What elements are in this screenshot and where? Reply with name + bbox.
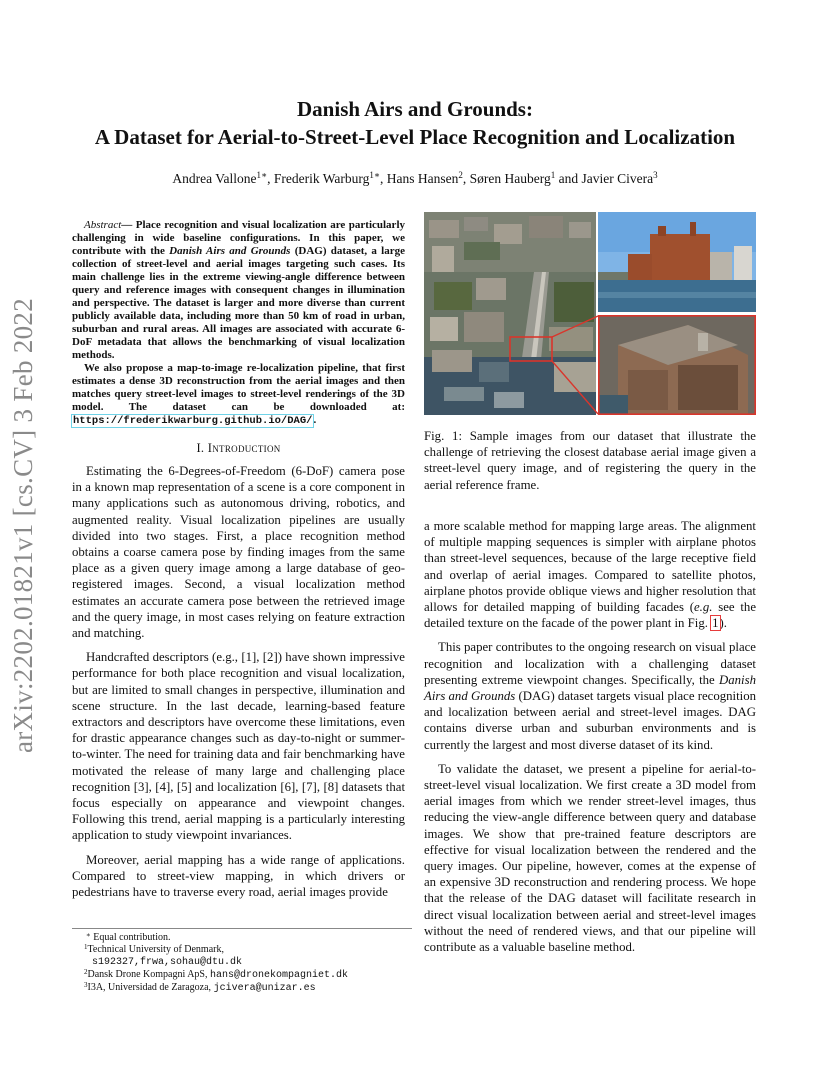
body-paragraph bbox=[424, 639, 756, 752]
dataset-name: Danish Airs and Grounds bbox=[424, 672, 756, 704]
dataset-download-link[interactable]: https://frederikwarburg.github.io/DAG/ bbox=[73, 415, 313, 427]
body-paragraph: Handcrafted descriptors (e.g., [1], [2]) have shown impressive performance for both place recognition and visual localization, but are limited to small changes in perspective, illumination and scene structure. In the last decade, learning-based feature extractors and descriptors have overcome these limitations, even for drastic appearance changes such as day-to-night or summer-to-winter. The need for training data and fair benchmarking have motivated the release of many large and challenging place recognition [3], [4], [5] and localization [6], [7], [8] datasets that focus especially on appearance and viewpoint changes. Following this trend, aerial mapping is a particularly interesting application to study viewpoint invariances. bbox=[72, 650, 405, 843]
body-text: ). bbox=[719, 616, 727, 631]
figure-1-caption: Fig. 1: Sample images from our dataset that illustrate the challenge of retrieving the closest database aerial image given a street-level query image, and of registering the query in the aerial reference frame. bbox=[424, 429, 756, 492]
author-affiliation-mark: 2 bbox=[458, 170, 463, 180]
footnote-text: Equal contribution. bbox=[93, 932, 171, 943]
figure-reference-link[interactable]: 1 bbox=[712, 616, 719, 631]
body-text: a more scalable method for mapping large areas. The alignment of multiple mapping sequences is simpler with airplane photos than street-level sequences, because of the large receptive field and overlap of aerial images. Compared to satellite photos, airplane photos provide oblique views and higher resolution that allows for detailed mapping of building facades ( bbox=[424, 519, 756, 615]
author-affiliation-mark: 3 bbox=[653, 170, 658, 180]
body-text-italic: e.g. bbox=[694, 600, 713, 615]
author-separator: , bbox=[267, 171, 274, 186]
abstract-label: Abstract bbox=[84, 219, 122, 231]
footnote-affiliation-1 bbox=[72, 944, 412, 956]
author-affiliation-mark: 1∗ bbox=[369, 170, 381, 180]
footnote-mark: 3 bbox=[84, 981, 88, 989]
author-separator: , bbox=[380, 171, 387, 186]
abstract-paragraph bbox=[72, 219, 405, 362]
abstract-text: (DAG) dataset, a large collection of street-level and aerial images targeting such cases. Its main challenge lies in the extreme viewing-angle difference between query and reference images with consequent changes in illumination and perspective. The dataset is larger and more diverse than current publicly available data, including more than 50 km of road in urban, suburban and rural areas. All images are associated with accurate 6-DoF metadata that allows the benchmarking of visual localization methods. bbox=[72, 245, 406, 361]
footnote-email[interactable]: s192327,frwa,sohau@dtu.dk bbox=[92, 957, 243, 968]
footnote-mark: 1 bbox=[84, 943, 88, 951]
body-text: This paper contributes to the ongoing research on visual place recognition and localization with a challenging dataset presenting extreme viewpoint changes. Specifically, the bbox=[424, 640, 756, 687]
body-text: (DAG) dataset targets visual place recognition and localization between aerial and street-level images. DAG contains diverse urban and suburban environments and is currently the largest and most diverse dataset of its kind. bbox=[424, 689, 756, 752]
author-separator: , bbox=[462, 171, 470, 186]
author-list bbox=[60, 171, 770, 187]
left-column bbox=[72, 219, 405, 900]
author-name: Hans Hansen bbox=[386, 171, 459, 186]
footnote-email[interactable]: jcivera@unizar.es bbox=[213, 983, 316, 994]
connector-line-bottom bbox=[552, 361, 598, 414]
body-paragraph bbox=[424, 518, 756, 631]
footnote-text: Technical University of Denmark, bbox=[87, 944, 224, 955]
footnote-mark: ∗ bbox=[86, 931, 91, 939]
arxiv-side-stamp bbox=[2, 290, 46, 760]
right-column bbox=[424, 518, 756, 955]
author-affiliation-mark: 1 bbox=[550, 170, 556, 180]
title-line-1: Danish Airs and Grounds: bbox=[297, 97, 533, 121]
abstract-text: . bbox=[313, 414, 317, 426]
footnote-text: Dansk Drone Kompagni ApS, bbox=[87, 969, 210, 980]
footnote-affiliation-3 bbox=[72, 982, 412, 995]
abstract-text: We also propose a map-to-image re-localization pipeline, that first estimates a dense 3D reconstruction from the aerial images and then matches query street-level images to street-level renderings of the 3D model. The dataset can be downloaded at: bbox=[72, 362, 405, 413]
footnotes bbox=[72, 928, 412, 995]
title-line-2: A Dataset for Aerial-to-Street-Level Place Recognition and Localization bbox=[94, 125, 736, 149]
section-heading-introduction bbox=[72, 441, 405, 456]
body-paragraph: Moreover, aerial mapping has a wide range of applications. Compared to street-view mapping, in which drivers or pedestrians have to traverse every road, aerial images provide bbox=[72, 852, 405, 900]
author-separator: and bbox=[555, 171, 582, 186]
body-paragraph: To validate the dataset, we present a pipeline for aerial-to-street-level visual localization. We first create a 3D model from aerial images from which we render street-level images, thus reducing the view-angle difference between query and database images. We show that pre-trained feature descriptors are effective for visual localization between the rendered and the query images. Our pipeline, however, comes at the expense of an expensive 3D reconstruction and rendering process. We hope that the release of the DAG dataset will facilitate research in direct visual localization between aerial and street-level images without the need of rendered views, and that our pipeline will contribute as a valuable baseline method. bbox=[424, 761, 756, 955]
footnote-mark: 2 bbox=[84, 968, 88, 976]
abstract-text: — Place recognition and visual localization are particularly challenging in wide baseline configurations. In this paper, we contribute with the bbox=[72, 219, 405, 257]
body-paragraph: Estimating the 6-Degrees-of-Freedom (6-DoF) camera pose in a known map representation of a scene is a core component in many applications such as autonomous driving, robotics, and augmented reality. Visual localization pipelines are usually divided into two stages. First, a place recognition method obtains a coarse camera pose by finding images from the same place as a given query image among a large database of geo-registered images. Second, a visual localization method estimates an accurate camera pose between the retrieved image and the query image, in most cases relying on feature extraction and matching. bbox=[72, 464, 405, 641]
zoom-connector-lines bbox=[424, 212, 756, 415]
author-name: Søren Hauberg bbox=[469, 171, 551, 186]
body-text: see the detailed texture on the facade of the power plant in Fig. bbox=[424, 600, 757, 631]
footnote-email-1 bbox=[72, 956, 412, 969]
author-name: Andrea Vallone bbox=[172, 171, 257, 186]
paper-title bbox=[40, 95, 790, 151]
footnote-affiliation-2 bbox=[72, 969, 412, 982]
author-affiliation-mark: 1∗ bbox=[256, 170, 268, 180]
section-title: Introduction bbox=[207, 441, 281, 455]
dataset-name: Danish Airs and Grounds bbox=[169, 245, 291, 257]
figure-1 bbox=[424, 212, 756, 415]
abstract-paragraph bbox=[72, 362, 405, 428]
footnote-text: I3A, Universidad de Zaragoza, bbox=[87, 982, 214, 993]
arxiv-identifier: arXiv:2202.01821v1 [cs.CV] 3 Feb 2022 bbox=[8, 297, 39, 753]
section-numeral: I. bbox=[196, 441, 205, 455]
author-name: Javier Civera bbox=[581, 171, 654, 186]
footnote-email[interactable]: hans@dronekompagniet.dk bbox=[210, 970, 349, 981]
footnote-equal bbox=[72, 932, 412, 944]
author-name: Frederik Warburg bbox=[273, 171, 370, 186]
connector-line-top bbox=[552, 316, 598, 337]
